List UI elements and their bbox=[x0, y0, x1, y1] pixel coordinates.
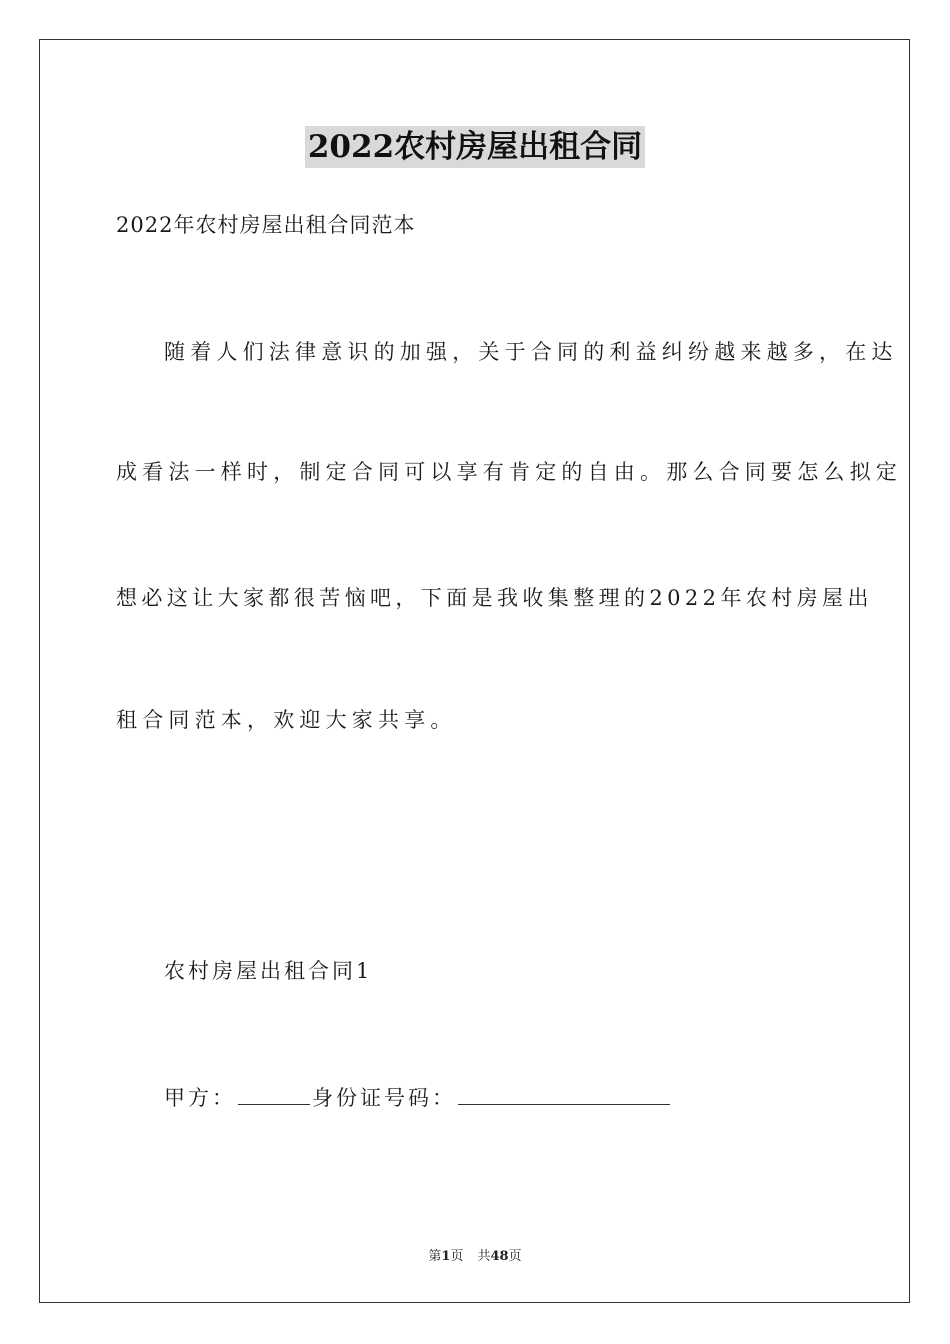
intro-line-1: 随着人们法律意识的加强，关于合同的利益纠纷越来越多，在达 bbox=[164, 340, 898, 364]
footer-total-prefix: 共 bbox=[477, 1249, 491, 1264]
intro-line-4: 租合同范本，欢迎大家共享。 bbox=[116, 708, 457, 732]
party-a-line bbox=[164, 1082, 670, 1112]
footer-total-pages: 48 bbox=[490, 1249, 509, 1264]
party-a-name-blank[interactable] bbox=[238, 1082, 310, 1105]
party-a-id-label: 身份证号码： bbox=[312, 1086, 456, 1110]
intro-line-3: 想必这让大家都很苦恼吧，下面是我收集整理的2022年农村房屋出 bbox=[116, 586, 873, 610]
footer-total-suffix: 页 bbox=[508, 1249, 522, 1264]
footer-page-suffix: 页 bbox=[450, 1249, 464, 1264]
page-footer bbox=[0, 1248, 950, 1266]
document-title: 2022农村房屋出租合同 bbox=[305, 126, 645, 168]
footer-page-number: 1 bbox=[441, 1249, 451, 1264]
intro-line-2: 成看法一样时，制定合同可以享有肯定的自由。那么合同要怎么拟定 bbox=[116, 460, 902, 484]
section-heading: 农村房屋出租合同1 bbox=[164, 959, 373, 983]
party-a-label: 甲方： bbox=[164, 1086, 236, 1110]
title-container bbox=[0, 126, 950, 168]
footer-page-prefix: 第 bbox=[428, 1249, 442, 1264]
document-subtitle: 2022年农村房屋出租合同范本 bbox=[116, 213, 416, 237]
party-a-id-blank[interactable] bbox=[458, 1082, 670, 1105]
